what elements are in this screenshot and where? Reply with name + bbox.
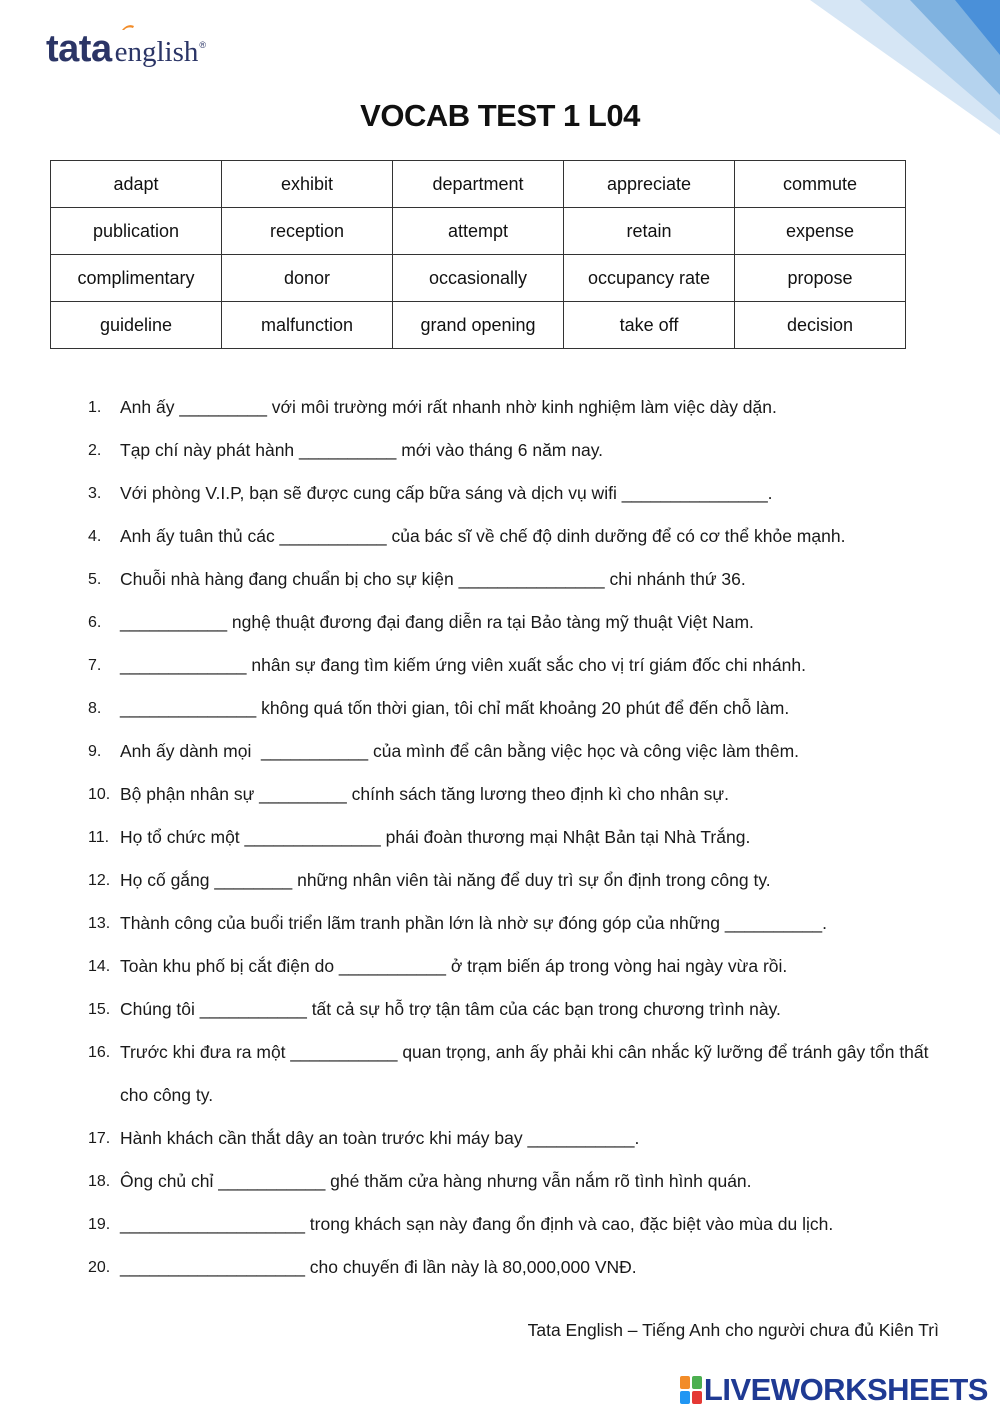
question-number: 4.: [88, 528, 102, 545]
question-number: 17.: [88, 1130, 111, 1147]
question-item[interactable]: [88, 601, 968, 644]
page-title: VOCAB TEST 1 L04: [360, 98, 640, 133]
question-list: [88, 386, 968, 1289]
question-item[interactable]: [88, 816, 968, 859]
question-text[interactable]: Anh ấy _________ với môi trường mới rất nhanh nhờ kinh nghiệm làm việc dày dặn.: [120, 397, 777, 417]
question-number: 5.: [88, 571, 102, 588]
question-item[interactable]: [88, 988, 968, 1031]
question-item[interactable]: [88, 558, 968, 601]
question-text[interactable]: Họ cố gắng ________ những nhân viên tài năng để duy trì sự ổn định trong công ty.: [120, 870, 771, 890]
question-item[interactable]: [88, 902, 968, 945]
word-bank-cell: malfunction: [222, 302, 393, 349]
word-bank-table: [50, 160, 906, 349]
footer-tagline: Tata English – Tiếng Anh cho người chưa đủ Kiên Trì: [527, 1320, 939, 1340]
question-item[interactable]: [88, 945, 968, 988]
question-item[interactable]: [88, 515, 968, 558]
question-number: 8.: [88, 700, 102, 717]
question-text[interactable]: Anh ấy tuân thủ các ___________ của bác sĩ về chế độ dinh dưỡng để có cơ thể khỏe mạnh.: [120, 526, 846, 546]
question-text[interactable]: Hành khách cần thắt dây an toàn trước khi máy bay ___________.: [120, 1128, 640, 1148]
liveworksheets-badge-icon: [680, 1376, 702, 1404]
question-item[interactable]: [88, 1160, 968, 1203]
word-bank-cell: propose: [735, 255, 906, 302]
word-bank-cell: complimentary: [51, 255, 222, 302]
question-number: 2.: [88, 442, 102, 459]
question-text[interactable]: Trước khi đưa ra một ___________ quan trọng, anh ấy phải khi cân nhắc kỹ lưỡng để tránh gây tổn thất cho công ty.: [120, 1042, 934, 1105]
word-bank-cell: take off: [564, 302, 735, 349]
question-number: 19.: [88, 1216, 111, 1233]
question-item[interactable]: [88, 687, 968, 730]
word-bank-cell: appreciate: [564, 161, 735, 208]
logo-accent-mark: [122, 24, 134, 30]
question-item[interactable]: [88, 429, 968, 472]
question-number: 18.: [88, 1173, 111, 1190]
question-number: 1.: [88, 399, 102, 416]
question-text[interactable]: Toàn khu phố bị cắt điện do ___________ ở trạm biến áp trong vòng hai ngày vừa rồi.: [120, 956, 788, 976]
question-number: 11.: [88, 829, 110, 846]
question-item[interactable]: [88, 644, 968, 687]
question-item[interactable]: [88, 1031, 968, 1117]
brand-logo: [46, 28, 206, 72]
question-text[interactable]: ______________ không quá tốn thời gian, tôi chỉ mất khoảng 20 phút để đến chỗ làm.: [120, 698, 790, 718]
question-text[interactable]: Bộ phận nhân sự _________ chính sách tăng lương theo định kì cho nhân sự.: [120, 784, 730, 804]
question-number: 9.: [88, 743, 102, 760]
liveworksheets-text: LIVEWORKSHEETS: [703, 1372, 988, 1407]
word-bank-cell: donor: [222, 255, 393, 302]
question-number: 10.: [88, 786, 111, 803]
question-text[interactable]: Họ tổ chức một ______________ phái đoàn thương mại Nhật Bản tại Nhà Trắng.: [120, 827, 751, 847]
question-number: 15.: [88, 1001, 111, 1018]
word-bank-cell: occupancy rate: [564, 255, 735, 302]
question-item[interactable]: [88, 730, 968, 773]
logo-registered-mark: ®: [199, 40, 206, 50]
word-bank-cell: expense: [735, 208, 906, 255]
question-number: 3.: [88, 485, 102, 502]
question-item[interactable]: [88, 1203, 968, 1246]
question-item[interactable]: [88, 1246, 968, 1289]
logo-suffix-text: english: [114, 36, 199, 68]
word-bank-cell: guideline: [51, 302, 222, 349]
question-number: 6.: [88, 614, 102, 631]
question-text[interactable]: Chúng tôi ___________ tất cả sự hỗ trợ tận tâm của các bạn trong chương trình này.: [120, 999, 781, 1019]
word-bank-cell: department: [393, 161, 564, 208]
liveworksheets-watermark[interactable]: [680, 1372, 988, 1408]
word-bank-cell: grand opening: [393, 302, 564, 349]
question-text[interactable]: Với phòng V.I.P, bạn sẽ được cung cấp bữa sáng và dịch vụ wifi _______________.: [120, 483, 773, 503]
word-bank-cell: publication: [51, 208, 222, 255]
question-item[interactable]: [88, 386, 968, 429]
word-bank-row: [51, 161, 906, 208]
question-item[interactable]: [88, 1117, 968, 1160]
question-text[interactable]: Ông chủ chỉ ___________ ghé thăm cửa hàng nhưng vẫn nắm rõ tình hình quán.: [120, 1171, 752, 1191]
question-number: 13.: [88, 915, 111, 932]
question-item[interactable]: [88, 859, 968, 902]
question-text[interactable]: ___________________ cho chuyến đi lần này là 80,000,000 VNĐ.: [120, 1257, 637, 1277]
question-text[interactable]: ___________ nghệ thuật đương đại đang diễn ra tại Bảo tàng mỹ thuật Việt Nam.: [120, 612, 754, 632]
question-number: 12.: [88, 872, 111, 889]
word-bank-cell: decision: [735, 302, 906, 349]
logo-brand-text: tata: [46, 28, 112, 70]
question-number: 20.: [88, 1259, 111, 1276]
question-text[interactable]: _____________ nhân sự đang tìm kiếm ứng viên xuất sắc cho vị trí giám đốc chi nhánh.: [120, 655, 806, 675]
word-bank-cell: commute: [735, 161, 906, 208]
question-item[interactable]: [88, 472, 968, 515]
word-bank-cell: occasionally: [393, 255, 564, 302]
question-number: 7.: [88, 657, 102, 674]
word-bank-cell: exhibit: [222, 161, 393, 208]
question-text[interactable]: Chuỗi nhà hàng đang chuẩn bị cho sự kiện _______________ chi nhánh thứ 36.: [120, 569, 746, 589]
word-bank-cell: attempt: [393, 208, 564, 255]
word-bank-cell: retain: [564, 208, 735, 255]
word-bank-row: [51, 208, 906, 255]
word-bank-cell: adapt: [51, 161, 222, 208]
question-text[interactable]: Thành công của buổi triển lãm tranh phần lớn là nhờ sự đóng góp của những __________.: [120, 913, 828, 933]
word-bank-row: [51, 255, 906, 302]
word-bank-cell: reception: [222, 208, 393, 255]
question-item[interactable]: [88, 773, 968, 816]
word-bank-row: [51, 302, 906, 349]
question-number: 16.: [88, 1044, 111, 1061]
question-number: 14.: [88, 958, 111, 975]
question-text[interactable]: ___________________ trong khách sạn này đang ổn định và cao, đặc biệt vào mùa du lịch.: [120, 1214, 834, 1234]
question-text[interactable]: Anh ấy dành mọi ___________ của mình để cân bằng việc học và công việc làm thêm.: [120, 741, 800, 761]
question-text[interactable]: Tạp chí này phát hành __________ mới vào tháng 6 năm nay.: [120, 440, 604, 460]
